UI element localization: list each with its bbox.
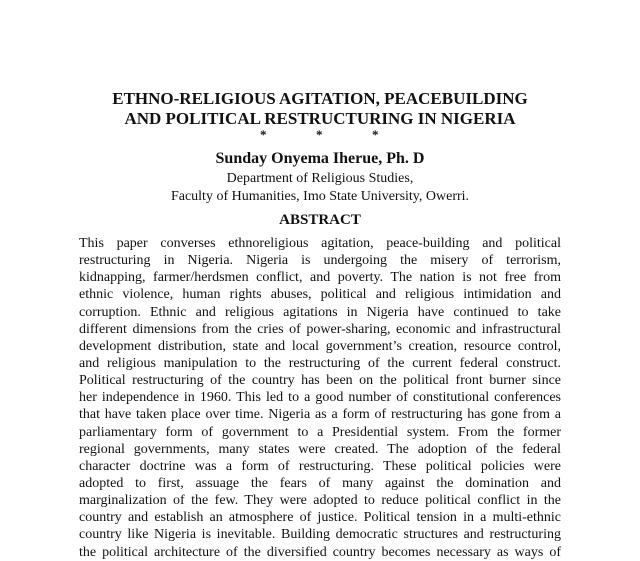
paper-title-line: ETHNO-RELIGIOUS AGITATION, PEACEBUILDING	[112, 89, 528, 108]
paper-title	[60, 89, 580, 129]
abstract-line: Political restructuring of the country has been on the political front burner since	[79, 373, 561, 389]
separator-asterisk: *	[316, 127, 323, 142]
abstract-line: character doctrine was a form of restructuring. These political policies were	[79, 458, 561, 474]
author-name: Sunday Onyema Iherue, Ph. D	[215, 150, 425, 167]
abstract-line: adopted to first, assuage the fears of many against the domination and	[79, 475, 561, 491]
abstract-line: regional governments, many states were created. The adoption of the federal	[79, 441, 561, 457]
abstract-line: that have taken place over time. Nigeria as a form of restructuring has gone from a	[79, 407, 561, 423]
abstract-line: different dimensions from the cries of power-sharing, economic and infrastructural	[79, 321, 561, 337]
abstract-line: kidnapping, farmer/herdsmen conflict, and poverty. The nation is not free from	[79, 270, 561, 286]
separator-asterisk: *	[260, 127, 267, 142]
abstract-line: This paper converses ethnoreligious agitation, peace-building and political	[79, 236, 561, 251]
abstract-line: development distribution, state and local government’s creation, resource control,	[79, 338, 561, 354]
separator-asterisk: *	[372, 127, 379, 142]
abstract-line: ethnic violence, human rights abuses, political and religious intimidation and	[79, 287, 561, 303]
paper-title-line: AND POLITICAL RESTRUCTURING IN NIGERIA	[124, 109, 516, 128]
abstract-line: her independence in 1960. This led to a good number of constitutional conferences	[79, 390, 561, 406]
abstract-line: restructuring in Nigeria. Nigeria is undergoing the misery of terrorism,	[79, 253, 561, 269]
abstract-heading: ABSTRACT	[279, 212, 361, 228]
abstract-body	[79, 235, 561, 561]
abstract-line: country and establish an atmosphere of justice. Political tension in a multi-ethnic	[79, 510, 561, 526]
abstract-line: country like Nigeria is inevitable. Building democratic structures and restructuring	[79, 527, 561, 543]
abstract-line: marginalization of the few. They were adopted to reduce political conflict in the	[79, 493, 561, 509]
abstract-line: the political architecture of the diversified country becomes necessary as ways of	[79, 544, 561, 560]
abstract-line: corruption. Ethnic and religious agitations in Nigeria have continued to take	[79, 304, 561, 320]
abstract-line: and religious manipulation to the restructuring of the current federal construct.	[79, 355, 561, 371]
author-faculty: Faculty of Humanities, Imo State University, Owerri.	[170, 189, 470, 204]
abstract-line: parliamentary form of government to a Presidential system. From the former	[79, 424, 561, 440]
section-separator	[0, 128, 596, 142]
author-department: Department of Religious Studies,	[226, 171, 414, 186]
